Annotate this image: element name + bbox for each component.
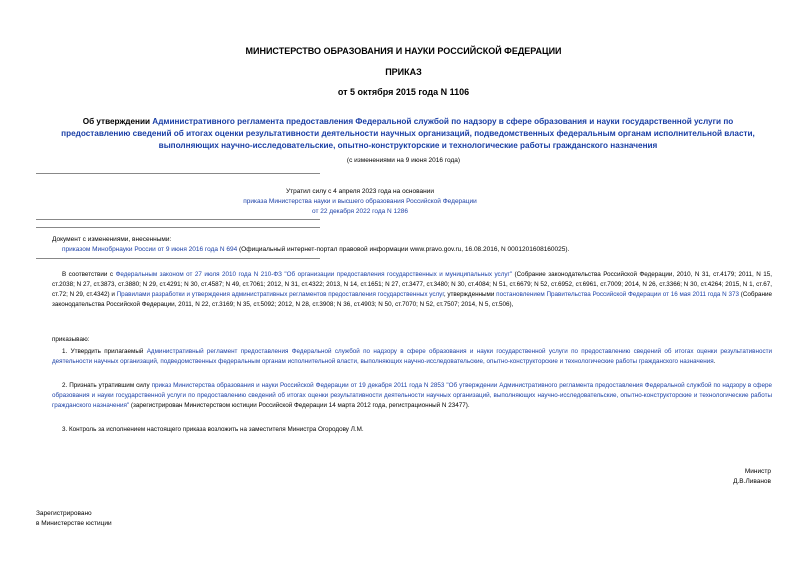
preamble-text: (Собрание законодательства Российской Федерации, 2011, N 22, ст.3169; N 35, ст.5092; 2012, N 28, ст.3908; N 36, ст.4903; N 50, ст.7070; N 52, ст.7507; 2014, N 5, ст.506), [52,291,773,308]
registration-line: в Министерстве юстиции [36,520,112,527]
item-1-text: . [713,358,716,365]
federal-law-link[interactable]: Федеральным законом от 27 июля 2010 года N 210-ФЗ "Об организации предоставления государственных и муниципальных услуг" [115,271,513,278]
orders-word: приказываю: [52,336,90,343]
preamble-text: , утвержденными [443,291,497,298]
signatory-name: Д.В.Ливанов [733,478,771,485]
divider [36,227,320,228]
changes-label: Документ с изменениями, внесенными: [52,236,172,243]
order-heading: ПРИКАЗ [385,67,422,77]
item-1-paragraph [52,347,772,367]
lost-force-order-date-link[interactable]: от 22 декабря 2022 года N 1286 [311,208,409,215]
rules-link[interactable]: Правилами разработки и утверждения административных регламентов предоставления государственных услуг [116,291,444,298]
repealed-order-link[interactable]: приказ Министерства образования и науки Российской Федерации от 19 декабря 2011 года N 2853 "Об утверждении Административного регламента предоставления Федеральной службой по надзору в сфере образования и науки государственной услуги по предоставлению сведений об итогах оценки результативности деятельности научных организаций, выполняющих научно-исследовательские, опытно-конструкторские и технологические работы гражданского назначения" [52,382,772,409]
lost-force-line: Утратил силу с 4 апреля 2023 года на основании [286,188,434,195]
preamble-text: (Собрание законодательства Российской Федерации, 2010, N 31, ст.4179; 2011, N 15, ст.2038; N 27, ст.3873, ст.3880; N 29, ст.4291; N 30, ст.4587; N 49, ст.7061; 2012, N 31, ст.4322; 2013, N 14, ст.1651; N 27, ст.3477, ст.3480; N 30, ст.4084; N 51, ст.6679; N 52, ст.6952, ст.6961, ст.7009; 2014, N 26, ст.3366; N 30, ст.4264; 2015, N 1, ст.67, ст.72; N 29, ст.4342) и [52,271,773,298]
lost-force-block [230,187,490,217]
government-resolution-link[interactable]: постановлением Правительства Российской Федерации от 16 мая 2011 года N 373 [496,291,739,298]
item-3-paragraph [52,425,772,435]
changes-block [52,235,752,255]
item-1-text: 1. Утвердить прилагаемый [62,348,147,355]
item-2-text: 2. Признать утратившим силу [62,382,152,389]
order-date-number: от 5 октября 2015 года N 1106 [337,87,470,97]
registration-block [36,509,112,529]
registration-line: Зарегистрировано [36,510,92,517]
item-2-paragraph [52,381,772,411]
divider [36,219,320,220]
divider [36,173,320,174]
preamble-paragraph [52,270,772,310]
signatory-position: Министр [744,468,771,475]
ministry-heading: МИНИСТЕРСТВО ОБРАЗОВАНИЯ И НАУКИ РОССИЙСКОЙ ФЕДЕРАЦИИ [245,46,562,56]
amendment-note: (с изменениями на 9 июня 2016 года) [346,157,461,164]
preamble-text: В соответствии с [62,271,116,278]
item-2-text: (зарегистрирован Министерством юстиции Российской Федерации 14 марта 2012 года, регистрационный N 23477). [129,402,470,409]
lost-force-order-link[interactable]: приказа Министерства науки и высшего образования Российской Федерации [243,198,477,205]
title-prefix: Об утверждении [82,117,153,126]
signature-block [651,467,771,487]
regulation-link[interactable]: Административный регламент предоставления Федеральной службой по надзору в сфере образования и науки государственной услуги по предоставлению сведений об итогах оценки результативности деятельности научных организаций, подведомственных федеральным органам исполнительной власти, выполняющих научно-исследовательские, опытно-конструкторские и технологические работы гражданского назначения [52,348,773,365]
document-title [52,116,764,152]
changes-order-link[interactable]: приказом Минобрнауки России от 9 июня 2016 года N 694 [62,246,238,253]
divider [36,258,320,259]
item-3-text: 3. Контроль за исполнением настоящего приказа возложить на заместителя Министра Огородову Л.М. [62,426,364,433]
title-regulation-link[interactable]: Административного регламента предоставления Федеральной службой по надзору в сфере образования и науки государственной услуги по предоставлению сведений об итогах оценки результативности деятельности научных организаций, подведомственных федеральным органам исполнительной власти, выполняющих научно-исследовательские, опытно-конструкторские и технологические работы гражданского назначения [61,117,755,150]
changes-source: (Официальный интернет-портал правовой информации www.pravo.gov.ru, 16.08.2016, N 0001201608160025). [237,246,570,253]
